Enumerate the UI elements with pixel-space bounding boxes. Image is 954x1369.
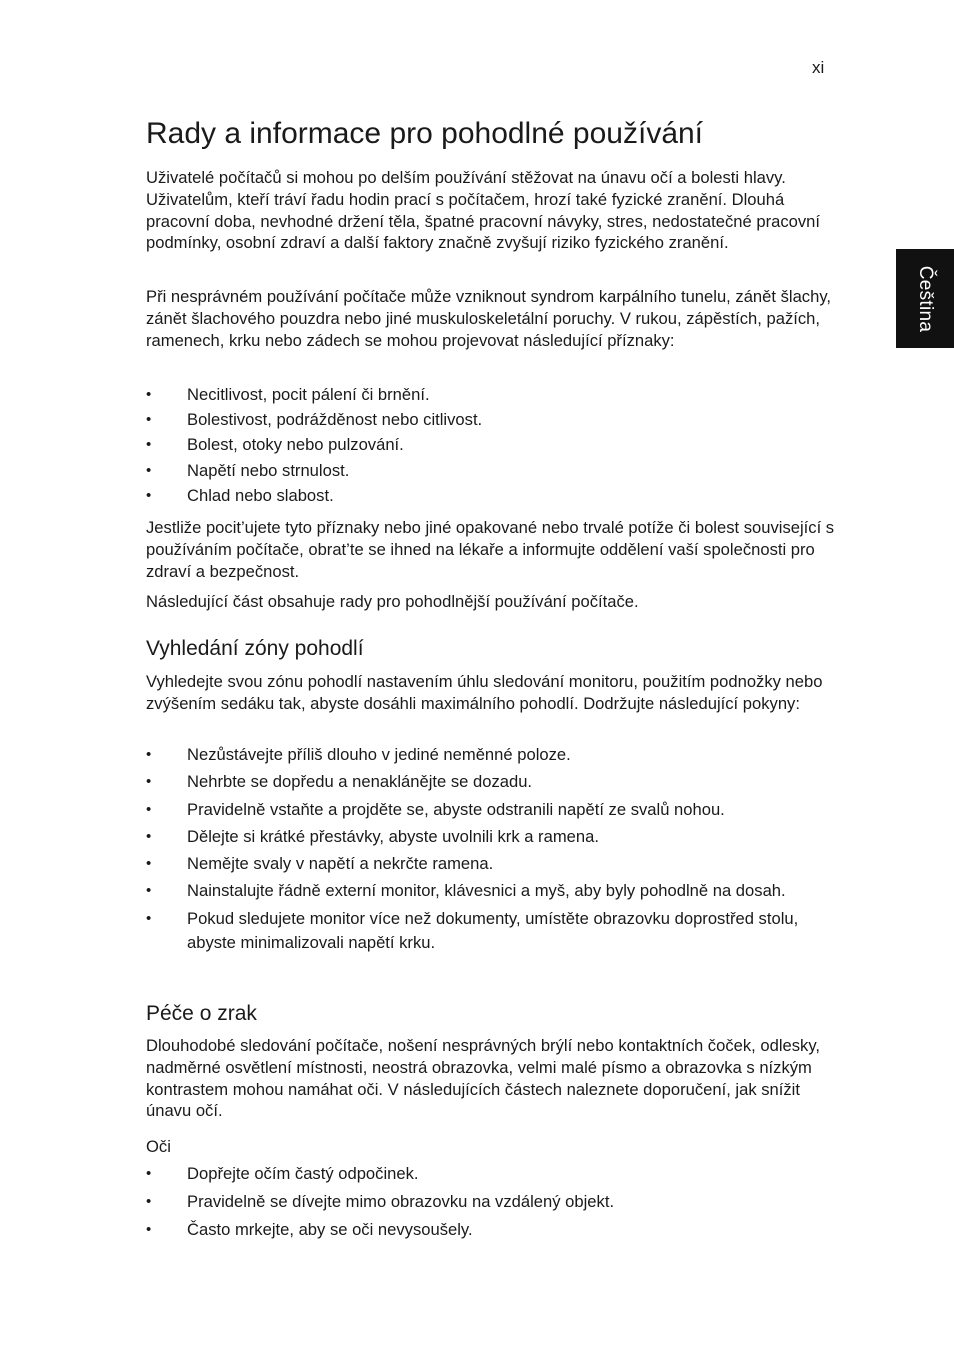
bullet: • <box>146 882 152 900</box>
bullet: • <box>146 436 152 454</box>
eye-care-list <box>146 1162 836 1245</box>
bullet: • <box>146 909 152 927</box>
bullet: • <box>146 746 152 763</box>
comfort-zone-list <box>146 743 836 958</box>
bullet: • <box>146 855 152 873</box>
list-item: • Pokud sledujete monitor více než dokumenty, umístěte obrazovku doprostřed stolu, abyste minimalizovali napětí krku. <box>146 908 799 952</box>
list-item: • Dopřejte očím častý odpočinek. <box>146 1162 836 1186</box>
bullet: • <box>146 773 152 791</box>
page-title: Rady a informace pro pohodlné používání <box>146 117 704 150</box>
bullet: • <box>146 1220 152 1238</box>
eye-care-heading: Péče o zrak <box>146 1002 257 1025</box>
list-item: • Nainstalujte řádně externí monitor, klávesnici a myš, aby byly pohodlně na dosah. <box>146 879 836 903</box>
list-item: • Chlad nebo slabost. <box>146 485 334 505</box>
bullet: • <box>146 1165 152 1182</box>
eye-care-intro: Dlouhodobé sledování počítače, nošení nesprávných brýlí nebo kontaktních čoček, odlesky, nadměrné osvětlení místnosti, neostrá obrazovka, velmi malé písmo a obrazovka s nízkým kontrastem mohou namáhat oči. V následujících částech naleznete doporučení, jak snížit únavu očí. <box>146 1036 820 1121</box>
section-lead-paragraph: Následující část obsahuje rady pro pohodlnější používání počítače. <box>146 592 639 611</box>
bullet: • <box>146 461 152 479</box>
list-item: • Necitlivost, pocit pálení či brnění. <box>146 385 430 404</box>
bullet: • <box>146 386 152 403</box>
doctor-advice-paragraph: Jestliže pocit’ujete tyto příznaky nebo jiné opakované nebo trvalé potíže či bolest související s používáním počítače, obrat’te se ihned na lékaře a informujte oddělení vaší společnosti pro zdraví a bezpečnost. <box>146 518 835 581</box>
bullet: • <box>146 1192 152 1210</box>
comfort-zone-heading: Vyhledání zóny pohodlí <box>146 637 364 660</box>
symptoms-list <box>146 384 836 510</box>
list-item: • Nemějte svaly v napětí a nekrčte ramena. <box>146 852 836 876</box>
list-item: • Nehrbte se dopředu a nenaklánějte se dozadu. <box>146 770 836 794</box>
language-tab <box>896 249 954 348</box>
bullet: • <box>146 800 152 818</box>
list-item: • Pravidelně vstaňte a projděte se, abyste odstranili napětí ze svalů nohou. <box>146 798 836 822</box>
list-item: • Bolest, otoky nebo pulzování. <box>146 435 404 455</box>
bullet: • <box>146 827 152 845</box>
intro-paragraph: Uživatelé počítačů si mohou po delším používání stěžovat na únavu očí a bolesti hlavy. Uživatelům, kteří tráví řadu hodin prací s počítačem, hrozí také fyzické zranění. Dlouhá pracovní doba, nevhodné držení těla, špatné pracovní návyky, stres, nedostatečné pracovní podmínky, osobní zdraví a další faktory značně zvyšují riziko fyzického zranění. <box>146 168 820 253</box>
page-number: xi <box>812 58 825 77</box>
list-item: • Napětí nebo strnulost. <box>146 460 350 480</box>
language-tab-label: Čeština <box>915 265 936 332</box>
comfort-zone-intro: Vyhledejte svou zónu pohodlí nastavením úhlu sledování monitoru, použitím podnožky nebo zvýšením sedáku tak, abyste dosáhli maximálního pohodlí. Dodržujte následující pokyny: <box>146 672 823 713</box>
bullet: • <box>146 486 152 504</box>
list-item: • Nezůstávejte příliš dlouho v jediné neměnné poloze. <box>146 743 836 767</box>
list-item: • Pravidelně se dívejte mimo obrazovku na vzdálený objekt. <box>146 1190 836 1214</box>
list-item: • Bolestivost, podrážděnost nebo citlivost. <box>146 410 483 430</box>
bullet: • <box>146 411 152 429</box>
symptoms-intro-paragraph: Při nesprávném používání počítače může vzniknout syndrom karpálního tunelu, zánět šlachy, zánět šlachového pouzdra nebo jiné muskuloskeletální poruchy. V rukou, zápěstích, pažích, ramenech, krku nebo zádech se mohou projevovat následující příznaky: <box>146 287 832 350</box>
list-item: • Často mrkejte, aby se oči nevysoušely. <box>146 1218 836 1242</box>
list-item: • Dělejte si krátké přestávky, abyste uvolnili krk a ramena. <box>146 825 836 849</box>
eyes-subheading: Oči <box>146 1137 171 1156</box>
